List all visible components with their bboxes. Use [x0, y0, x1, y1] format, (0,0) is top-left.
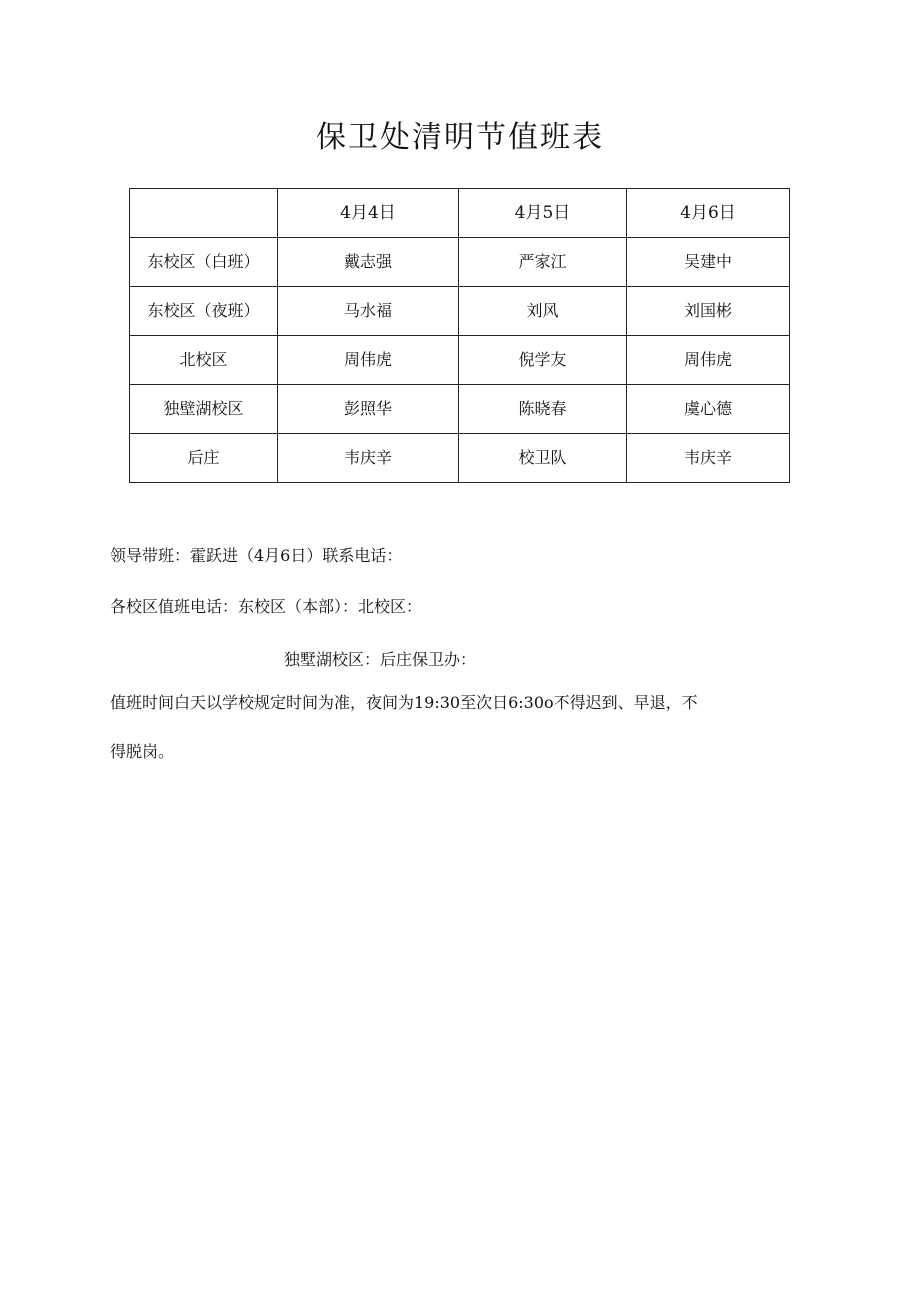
- duty-name-cell: 周伟虎: [627, 336, 790, 385]
- campus-cell: 东校区（夜班）: [130, 287, 278, 336]
- page-title: 保卫处清明节值班表: [316, 120, 604, 155]
- table-row: [130, 287, 790, 336]
- campus-cell: 独壁湖校区: [130, 385, 278, 434]
- duty-hours-note-continued: 得脱岗。: [110, 742, 175, 761]
- duty-name-cell: 韦庆辛: [627, 434, 790, 483]
- duty-name-cell: 吴建中: [627, 238, 790, 287]
- leader-on-duty-note: 领导带班：霍跃进（4月6日）联系电话：: [110, 546, 403, 565]
- duty-name-cell: 严家江: [459, 238, 627, 287]
- table-row: [130, 336, 790, 385]
- header-cell-date: 4月6日: [627, 189, 790, 238]
- duty-phones-note: 各校区值班电话：东校区（本部）：北校区：: [110, 597, 423, 616]
- table-row: [130, 385, 790, 434]
- duty-name-cell: 马水福: [278, 287, 459, 336]
- table-row: [130, 434, 790, 483]
- duty-name-cell: 虞心德: [627, 385, 790, 434]
- duty-name-cell: 刘风: [459, 287, 627, 336]
- duty-name-cell: 陈晓春: [459, 385, 627, 434]
- duty-name-cell: 周伟虎: [278, 336, 459, 385]
- duty-name-cell: 倪学友: [459, 336, 627, 385]
- duty-name-cell: 戴志强: [278, 238, 459, 287]
- header-cell-date: 4月4日: [278, 189, 459, 238]
- campus-cell: 东校区（白班）: [130, 238, 278, 287]
- campus-cell: 北校区: [130, 336, 278, 385]
- duty-name-cell: 校卫队: [459, 434, 627, 483]
- header-cell-date: 4月5日: [459, 189, 627, 238]
- table-header-row: [130, 189, 790, 238]
- duty-hours-note: 值班时间白天以学校规定时间为准，夜间为19:30至次日6:30o不得迟到、早退，不: [110, 693, 698, 712]
- campus-cell: 后庄: [130, 434, 278, 483]
- header-cell-blank: [130, 189, 278, 238]
- duty-name-cell: 韦庆辛: [278, 434, 459, 483]
- duty-name-cell: 彭照华: [278, 385, 459, 434]
- duty-table: [129, 188, 790, 483]
- duty-name-cell: 刘国彬: [627, 287, 790, 336]
- table-row: [130, 238, 790, 287]
- duty-phones-note-continued: 独墅湖校区：后庄保卫办：: [284, 650, 477, 669]
